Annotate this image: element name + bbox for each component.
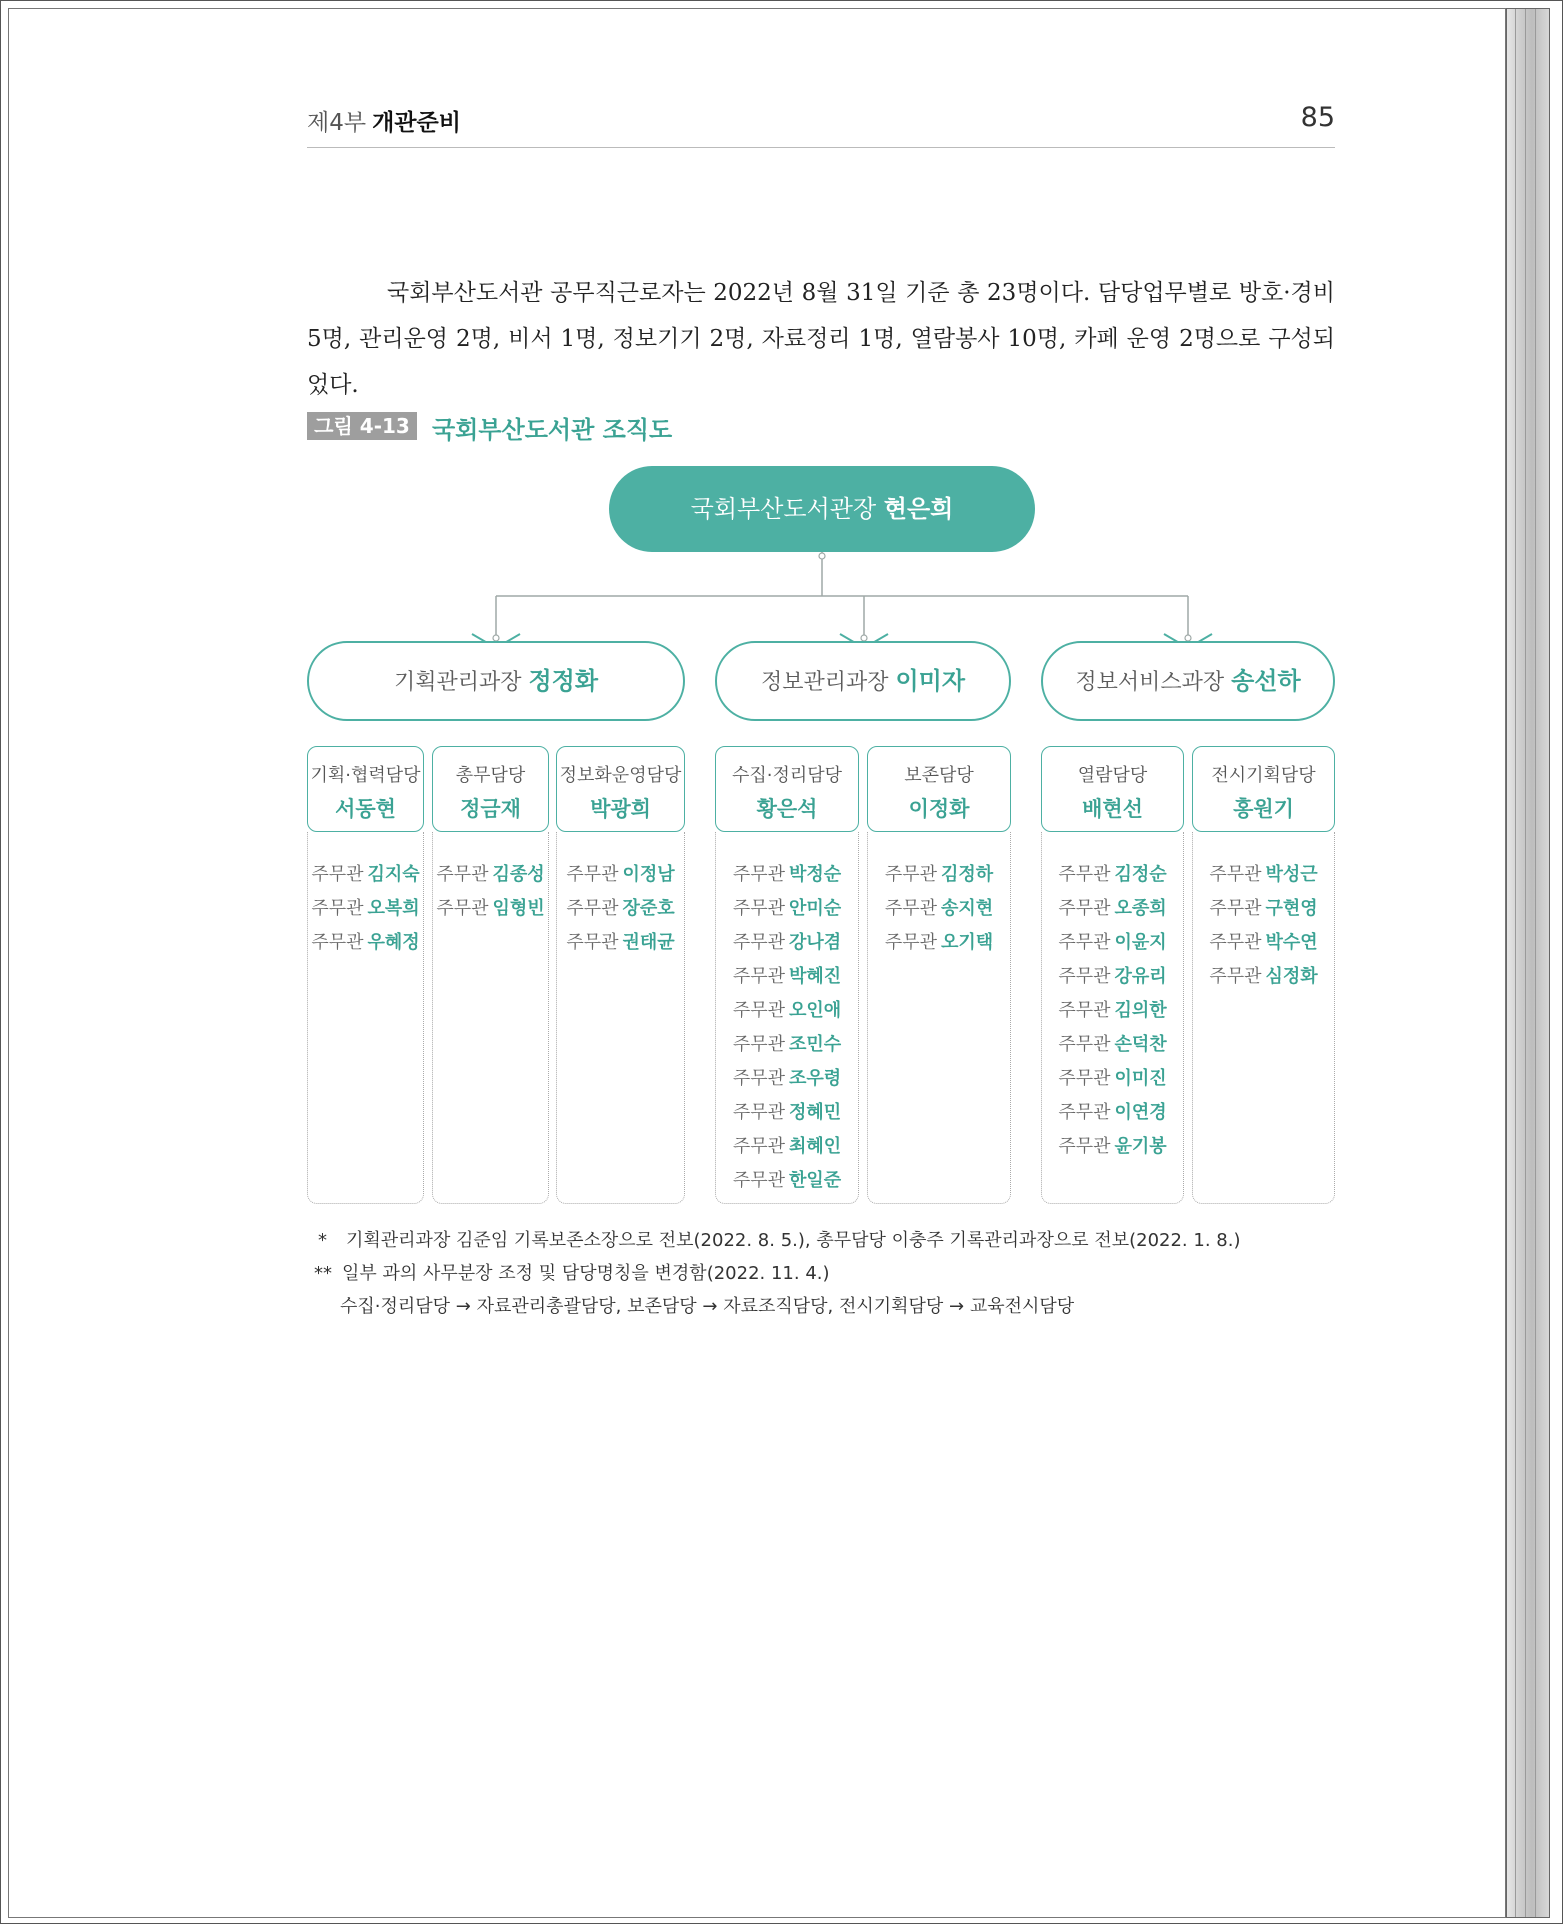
member-name: 정혜민 — [789, 1102, 842, 1123]
member-role: 주무관 — [566, 898, 619, 919]
division-info-service — [1041, 641, 1335, 721]
member-role: 주무관 — [436, 898, 489, 919]
member-name: 이연경 — [1114, 1102, 1167, 1123]
member-name: 오기택 — [941, 932, 994, 953]
member-role: 주무관 — [884, 864, 937, 885]
member-role: 주무관 — [1058, 1102, 1111, 1123]
director-title: 국회부산도서관장 — [690, 495, 877, 523]
member-item — [716, 1064, 858, 1090]
member-name: 손덕찬 — [1114, 1034, 1167, 1055]
part-title: 개관준비 — [372, 110, 461, 136]
member-item — [716, 928, 858, 954]
page-number: 85 — [1300, 102, 1335, 133]
member-role: 주무관 — [732, 1000, 785, 1021]
team-header — [1041, 746, 1184, 832]
member-item — [557, 860, 684, 886]
member-item — [716, 1030, 858, 1056]
note-line — [314, 1257, 1240, 1290]
member-name: 송지현 — [941, 898, 994, 919]
division-title: 정보서비스과장 — [1075, 670, 1225, 695]
member-name: 박혜진 — [789, 966, 842, 987]
note-mark: * — [318, 1230, 327, 1251]
director-box — [609, 466, 1035, 552]
team-header — [715, 746, 859, 832]
team-title: 수집·정리담당 — [731, 765, 843, 786]
team-member-list — [867, 832, 1011, 1204]
team-header — [307, 746, 424, 832]
member-item — [1042, 1132, 1183, 1158]
member-name: 오인애 — [789, 1000, 842, 1021]
member-name: 구현영 — [1265, 898, 1318, 919]
member-name: 오복희 — [367, 898, 420, 919]
member-item — [868, 928, 1010, 954]
member-role: 주무관 — [884, 898, 937, 919]
note-mark: ** — [314, 1263, 332, 1284]
team-title: 기획·협력담당 — [310, 765, 421, 786]
team-leader: 이정화 — [908, 797, 970, 821]
member-name: 권태균 — [622, 932, 675, 953]
member-role: 주무관 — [1058, 1068, 1111, 1089]
member-name: 김종성 — [492, 864, 545, 885]
member-role: 주무관 — [1209, 864, 1262, 885]
member-role: 주무관 — [1058, 898, 1111, 919]
team-leader: 박광희 — [590, 797, 651, 821]
team-title: 정보화운영담당 — [559, 765, 682, 786]
member-role: 주무관 — [311, 932, 364, 953]
member-name: 강유리 — [1114, 966, 1167, 987]
member-name: 최혜인 — [789, 1136, 842, 1157]
member-role: 주무관 — [436, 864, 489, 885]
member-item — [716, 1166, 858, 1192]
team-title: 총무담당 — [455, 765, 526, 786]
member-name: 우혜정 — [367, 932, 420, 953]
member-name: 김정하 — [941, 864, 994, 885]
note-text: 일부 과의 사무분장 조정 및 담당명칭을 변경함(2022. 11. 4.) — [342, 1263, 830, 1284]
member-role: 주무관 — [732, 1068, 785, 1089]
member-role: 주무관 — [1058, 1000, 1111, 1021]
member-item — [1042, 1098, 1183, 1124]
division-head: 정정화 — [528, 667, 599, 695]
team-leader: 서동현 — [335, 797, 396, 821]
member-name: 임형빈 — [492, 898, 545, 919]
member-name: 윤기봉 — [1114, 1136, 1167, 1157]
member-item — [716, 894, 858, 920]
member-name: 조우령 — [789, 1068, 842, 1089]
team-leader: 황은석 — [756, 797, 818, 821]
member-name: 오종희 — [1114, 898, 1167, 919]
division-title: 기획관리과장 — [393, 670, 522, 695]
team-member-list — [715, 832, 859, 1204]
member-item — [308, 928, 423, 954]
member-role: 주무관 — [1209, 966, 1262, 987]
member-role: 주무관 — [732, 932, 785, 953]
team-header — [867, 746, 1011, 832]
member-name: 한일준 — [789, 1170, 842, 1191]
member-name: 김지숙 — [367, 864, 420, 885]
member-item — [716, 996, 858, 1022]
figure-title: 국회부산도서관 조직도 — [432, 416, 673, 444]
member-role: 주무관 — [566, 932, 619, 953]
division-head: 이미자 — [895, 667, 966, 695]
member-item — [1042, 1030, 1183, 1056]
member-item — [1193, 928, 1334, 954]
member-name: 박성근 — [1265, 864, 1318, 885]
member-role: 주무관 — [732, 1136, 785, 1157]
member-role: 주무관 — [732, 1102, 785, 1123]
member-name: 안미순 — [789, 898, 842, 919]
member-role: 주무관 — [732, 966, 785, 987]
member-item — [308, 894, 423, 920]
note-text: 수집·정리담당 → 자료관리총괄담당, 보존담당 → 자료조직담당, 전시기획담당 → 교육전시담당 — [340, 1296, 1075, 1317]
member-item — [716, 1098, 858, 1124]
figure-notes — [314, 1224, 1241, 1323]
note-text: 기획관리과장 김준임 기록보존소장으로 전보(2022. 8. 5.), 총무담당 이충주 기록관리과장으로 전보(2022. 1. 8.) — [346, 1230, 1241, 1251]
member-item — [557, 894, 684, 920]
member-item — [557, 928, 684, 954]
member-name: 심정화 — [1265, 966, 1318, 987]
member-item — [433, 860, 548, 886]
team-title: 전시기획담당 — [1211, 765, 1316, 786]
member-name: 이정남 — [622, 864, 675, 885]
member-name: 장준호 — [622, 898, 675, 919]
team-member-list — [307, 832, 424, 1204]
member-item — [1042, 928, 1183, 954]
team-leader: 배현선 — [1082, 797, 1143, 821]
member-item — [1042, 894, 1183, 920]
member-item — [1193, 894, 1334, 920]
member-item — [1042, 860, 1183, 886]
member-role: 주무관 — [1058, 966, 1111, 987]
note-line — [340, 1290, 1240, 1323]
member-name: 박수연 — [1265, 932, 1318, 953]
team-header — [432, 746, 549, 832]
team-leader: 정금재 — [460, 797, 521, 821]
team-member-list — [556, 832, 685, 1204]
member-role: 주무관 — [1058, 1136, 1111, 1157]
member-role: 주무관 — [732, 1170, 785, 1191]
member-name: 김정순 — [1114, 864, 1167, 885]
division-title: 정보관리과장 — [760, 670, 889, 695]
team-member-list — [1041, 832, 1184, 1204]
member-role: 주무관 — [732, 1034, 785, 1055]
team-leader: 홍원기 — [1233, 797, 1294, 821]
division-planning — [307, 641, 685, 721]
member-item — [433, 894, 548, 920]
member-item — [716, 860, 858, 886]
member-name: 이윤지 — [1114, 932, 1167, 953]
member-role: 주무관 — [1209, 932, 1262, 953]
member-item — [868, 860, 1010, 886]
member-role: 주무관 — [1058, 864, 1111, 885]
note-line — [318, 1224, 1240, 1257]
division-head: 송선하 — [1231, 667, 1301, 695]
member-item — [1042, 1064, 1183, 1090]
member-role: 주무관 — [732, 898, 785, 919]
figure-number: 그림 4-13 — [307, 412, 417, 440]
member-role: 주무관 — [884, 932, 937, 953]
member-name: 조민수 — [789, 1034, 842, 1055]
member-role: 주무관 — [732, 864, 785, 885]
team-member-list — [432, 832, 549, 1204]
member-role: 주무관 — [311, 864, 364, 885]
member-item — [1042, 962, 1183, 988]
member-role: 주무관 — [311, 898, 364, 919]
member-item — [716, 962, 858, 988]
team-title: 열람담당 — [1077, 765, 1148, 786]
member-item — [308, 860, 423, 886]
member-item — [868, 894, 1010, 920]
member-name: 강나겸 — [789, 932, 842, 953]
member-name: 김의한 — [1114, 1000, 1167, 1021]
member-role: 주무관 — [1209, 898, 1262, 919]
member-role: 주무관 — [1058, 1034, 1111, 1055]
member-item — [1193, 860, 1334, 886]
team-header — [1192, 746, 1335, 832]
part-label: 제4부 — [307, 110, 367, 136]
member-item — [1193, 962, 1334, 988]
team-member-list — [1192, 832, 1335, 1204]
member-name: 이미진 — [1114, 1068, 1167, 1089]
member-item — [716, 1132, 858, 1158]
division-info-mgmt — [715, 641, 1011, 721]
member-item — [1042, 996, 1183, 1022]
team-title: 보존담당 — [904, 765, 974, 786]
member-role: 주무관 — [566, 864, 619, 885]
member-name: 박정순 — [789, 864, 842, 885]
paragraph-text: 국회부산도서관 공무직근로자는 2022년 8월 31일 기준 총 23명이다. 담당업무별로 방호·경비 5명, 관리운영 2명, 비서 1명, 정보기기 2명, 자료정리 1명, 열람봉사 10명, 카페 운영 2명으로 구성되었다. — [307, 280, 1335, 398]
team-header — [556, 746, 685, 832]
director-name: 현은희 — [883, 495, 954, 523]
member-role: 주무관 — [1058, 932, 1111, 953]
